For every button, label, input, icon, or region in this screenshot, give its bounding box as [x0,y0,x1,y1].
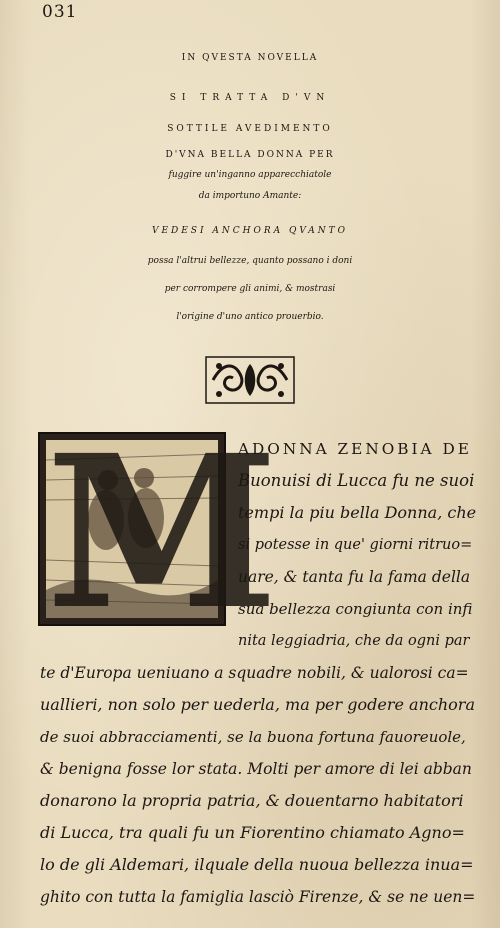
body-line-13: lo de gli Aldemari, ilquale della nuoua bellezza inua= [40,855,474,874]
body-line-4: uare, & tanta fu la fama della [238,568,471,586]
subtitle-line-1: VEDESI ANCHORA QVANTO [151,226,349,236]
body-line-12: di Lucca, tra quali fu un Fiorentino chiamato Agno= [40,823,465,842]
body-line-1: Buonuisi di Lucca fu ne suoi [238,471,475,490]
page-number: 031 [42,2,78,22]
floral-fleuron-ornament-icon [205,356,295,404]
body-line-9: de suoi abbracciamenti, se la buona fortuna fauoreuole, [40,728,466,746]
subtitle-line-3: per corrompere gli animi, & mostrasi [164,284,336,294]
body-line-11: donarono la propria patria, & douentarno habitatori [40,791,464,810]
historiated-initial-woodcut-icon [38,409,279,656]
first-word: ADONNA ZENOBIA DE [238,440,472,458]
title-line-2: SI TRATTA D'VN [169,93,331,103]
drop-cap-letter: M [46,409,279,656]
body-line-10: & benigna fosse lor stata. Molti per amore di lei abban [40,760,472,778]
body-line-14: ghito con tutta la famiglia lasciò Firenze, & se ne uen= [40,888,476,906]
subtitle-line-2: possa l'altrui bellezze, quanto possano i doni [147,256,353,266]
title-line-5: fuggire un'inganno apparecchiatole [168,170,332,180]
body-line-3: si potesse in que' giorni ritruo= [238,537,473,553]
title-line-6: da importuno Amante: [198,191,302,201]
body-line-6: nita leggiadria, che da ogni par [238,633,470,649]
title-line-4: D'VNA BELLA DONNA PER [165,150,335,160]
body-line-8: uallieri, non solo per uederla, ma per godere anchora [40,695,475,714]
body-first-word [238,437,472,461]
subtitle-line-4: l'origine d'uno antico prouerbio. [176,312,324,322]
body-line-7: te d'Europa ueniuano a squadre nobili, & ualorosi ca= [40,664,469,682]
title-line-3: SOTTILE AVEDIMENTO [167,124,333,134]
body-line-5: sua bellezza congiunta con infi [238,600,473,618]
body-line-2: tempi la piu bella Donna, che [238,503,477,522]
title-line-1: IN QVESTA NOVELLA [181,53,319,63]
